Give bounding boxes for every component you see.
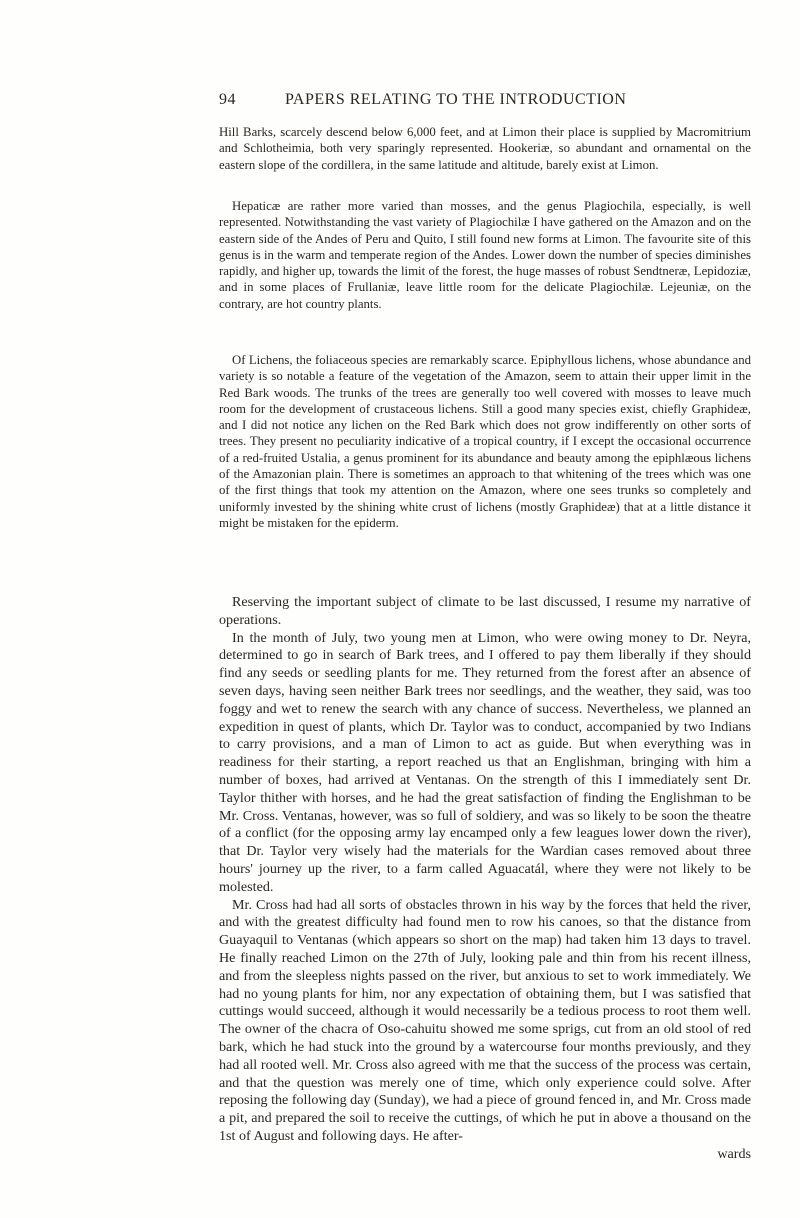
paragraph-mr-cross: Mr. Cross had had all sorts of obstacles thrown in his way by the forces that held the river, and with the greatest difficulty had found men to row his canoes, so that the distance from Guayaquil to Ventanas (which appears so short on the map) had taken him 13 days to travel. He finally reached Limon on the 27th of July, looking pale and thin from his recent illness, and from the sleepless nights passed on the river, but anxious to set to work immediately. We had no young plants for him, nor any expectation of obtaining them, but I was satisfied that cuttings would succeed, although it would necessarily be a tedious process to root them well. The owner of the chacra of Oso-cahuitu showed me some sprigs, cut from an old stool of red bark, which he had stuck into the ground by a watercourse four months previously, and they had all rooted well. Mr. Cross also agreed with me that the success of the process was certain, and that the question was merely one of time, which only experience could solve. After reposing the following day (Sunday), we had a piece of ground fenced in, and Mr. Cross made a pit, and prepared the soil to receive the cuttings, of which he put in above a thousand on the 1st of August and following days. He after- <box>219 896 751 1144</box>
paragraph-hepaticae: Hepaticæ are rather more varied than mosses, and the genus Plagiochila, especially, is well represented. Notwithstanding the vast variety of Plagiochilæ I have gathered on the Amazon and on the eastern side of the Andes of Peru and Quito, I still found new forms at Limon. The favourite site of this genus is in the warm and temperate region of the Andes. Lower down the number of species diminishes rapidly, and higher up, towards the limit of the forest, the huge masses of robust Sendtneræ, Lepidoziæ, and in some places of Frullaniæ, leave little room for the delicate Plagiochilæ. Lejeuniæ, on the contrary, are hot country plants. <box>219 199 751 311</box>
running-head <box>219 88 719 114</box>
section-mosses <box>219 124 751 173</box>
running-title: PAPERS RELATING TO THE INTRODUCTION <box>285 91 627 108</box>
paragraph-lichens: Of Lichens, the foliaceous species are remarkably scarce. Epiphyllous lichens, whose abundance and variety is so notable a feature of the vegetation of the Amazon, seem to attain their upper limit in the Red Bark woods. The trunks of the trees are generally too well covered with mosses to leave much room for the development of crustaceous lichens. Still a good many species exist, chiefly Graphideæ, and I did not notice any lichen on the Red Bark which does not grow indifferently on other sorts of trees. They present no peculiarity indicative of a tropical country, if I except the occasional occurrence of a red-fruited Ustalia, a genus prominent for its abundance and beauty among the epiphlæous lichens of the Amazonian plain. There is sometimes an approach to that whitening of the trees which was one of the first things that took my attention on the Amazon, where one sees trunks so completely and uniformly invested by the shining white crust of lichens (mostly Graphideæ) that at a little distance it might be mistaken for the epiderm. <box>219 353 751 530</box>
section-narrative <box>219 594 751 1164</box>
catchword: wards <box>717 1145 751 1162</box>
page-number: 94 <box>219 91 236 108</box>
section-lichens <box>219 352 751 531</box>
paragraph-july: In the month of July, two young men at Limon, who were owing money to Dr. Neyra, determined to go in search of Bark trees, and I offered to pay them liberally if they should find any seeds or seedling plants for me. They returned from the forest after an absence of seven days, having seen neither Bark trees nor seedlings, and the weather, they said, was too foggy and wet to renew the search with any chance of success. Nevertheless, we planned an expedition in quest of plants, which Dr. Taylor was to conduct, accompanied by two Indians to carry provisions, and a man of Limon to act as guide. But when everything was in readiness for their starting, a report reached us that an Englishman, bringing with him a number of boxes, had arrived at Ventanas. On the strength of this I immediately sent Dr. Taylor thither with horses, and he had the great satisfaction of finding the Englishman to be Mr. Cross. Ventanas, however, was so full of soldiery, and was so likely to be soon the theatre of a conflict (for the opposing army lay encamped only a few leagues lower down the river), that Dr. Taylor very wisely had the materials for the Wardian cases removed about three hours' journey up the river, to a farm called Aguacatál, where they were not likely to be molested. <box>219 629 751 895</box>
paragraph-climate: Reserving the important subject of climate to be last discussed, I resume my narrative of operations. <box>219 594 751 628</box>
paragraph-mosses: Hill Barks, scarcely descend below 6,000 feet, and at Limon their place is supplied by Macromitrium and Schlotheimia, both very sparingly represented. Hookeriæ, so abundant and ornamental on the eastern slope of the cordillera, in the same latitude and altitude, barely exist at Limon. <box>219 125 751 172</box>
section-hepaticae <box>219 198 751 312</box>
